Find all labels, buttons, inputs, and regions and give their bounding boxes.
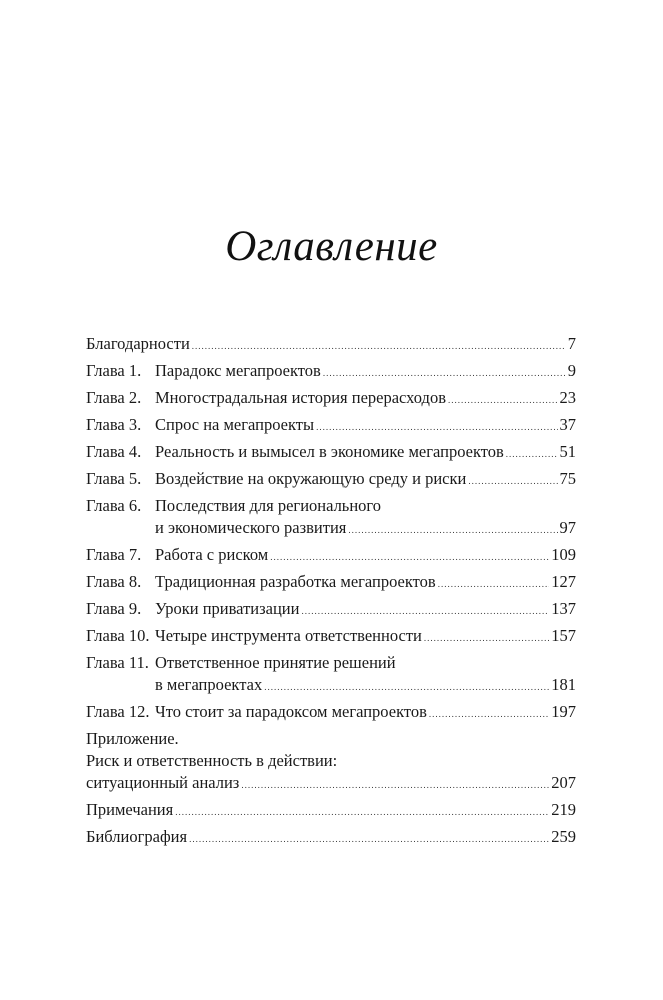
toc-entry-line (86, 495, 576, 517)
toc-entry-line (86, 701, 576, 723)
toc-entry[interactable] (86, 441, 576, 463)
entry-title: Многострадальная история перерасходов (155, 388, 446, 407)
toc-entry-line (86, 750, 576, 772)
toc-entry[interactable] (86, 360, 576, 382)
dot-leader (189, 828, 549, 850)
page-number: 37 (559, 415, 576, 434)
toc-entry-line (86, 772, 576, 794)
chapter-number: Глава 8. (86, 572, 142, 591)
chapter-number: Глава 10. (86, 626, 150, 645)
toc-entry-line (86, 799, 576, 821)
toc-entry[interactable] (86, 495, 576, 539)
toc-entry[interactable] (86, 387, 576, 409)
toc-entry-line (86, 544, 576, 566)
page-number: 9 (567, 361, 576, 380)
page-number: 157 (551, 626, 576, 645)
entry-title: Парадокс мегапроектов (155, 361, 321, 380)
chapter-number: Глава 11. (86, 653, 149, 672)
entry-title: и экономического развития (155, 518, 347, 537)
chapter-number: Глава 12. (86, 702, 150, 721)
dot-leader (424, 627, 549, 649)
entry-title: Реальность и вымысел в экономике мегапроектов (155, 442, 504, 461)
entry-title: Благодарности (86, 334, 190, 353)
page-title: Оглавление (225, 223, 438, 270)
toc-entry-line (86, 387, 576, 409)
chapter-number: Глава 4. (86, 442, 142, 461)
toc-entry-line (86, 468, 576, 490)
toc-entry[interactable] (86, 652, 576, 696)
toc-entry-line (86, 598, 576, 620)
chapter-number: Глава 3. (86, 415, 142, 434)
toc-entry-line (86, 826, 576, 848)
dot-leader (192, 335, 566, 357)
dot-leader (448, 389, 558, 411)
dot-leader (348, 519, 557, 541)
page-number: 75 (559, 469, 576, 488)
page-number: 51 (559, 442, 576, 461)
entry-title: Воздействие на окружающую среду и риски (155, 469, 467, 488)
entry-title: Работа с риском (155, 545, 269, 564)
toc-entry[interactable] (86, 625, 576, 647)
entry-title: Примечания (86, 800, 174, 819)
chapter-number: Глава 5. (86, 469, 142, 488)
toc-entry[interactable] (86, 333, 576, 355)
dot-leader (301, 600, 549, 622)
dot-leader (468, 470, 557, 492)
chapter-number: Глава 2. (86, 388, 142, 407)
dot-leader (270, 546, 549, 568)
page-number: 137 (551, 599, 576, 618)
toc-entry-line (86, 333, 576, 355)
page-number: 259 (551, 827, 576, 846)
page-number: 181 (551, 675, 576, 694)
chapter-number: Глава 1. (86, 361, 142, 380)
dot-leader (438, 573, 550, 595)
dot-leader (175, 801, 549, 823)
dot-leader (323, 362, 566, 384)
entry-title: Последствия для регионального (155, 496, 382, 515)
page-number: 207 (551, 773, 576, 792)
entry-title: в мегапроектах (155, 675, 263, 694)
entry-title: Риск и ответственность в действии: (86, 751, 338, 770)
toc-entry-line (86, 360, 576, 382)
page-number: 97 (559, 518, 576, 537)
chapter-number: Глава 9. (86, 599, 142, 618)
toc-entry-line (86, 441, 576, 463)
entry-title: Ответственное принятие решений (155, 653, 396, 672)
page-number: 23 (559, 388, 576, 407)
toc-entry[interactable] (86, 598, 576, 620)
toc-entry[interactable] (86, 468, 576, 490)
page-number: 7 (567, 334, 576, 353)
entry-title: Спрос на мегапроекты (155, 415, 315, 434)
dot-leader (506, 443, 558, 465)
entry-title: Уроки приватизации (155, 599, 300, 618)
toc-entry[interactable] (86, 826, 576, 848)
page-number: 219 (551, 800, 576, 819)
chapter-number: Глава 6. (86, 496, 142, 515)
dot-leader (241, 774, 549, 796)
entry-title: Традиционная разработка мегапроектов (155, 572, 436, 591)
dot-leader (429, 703, 549, 725)
toc-entry[interactable] (86, 544, 576, 566)
dot-leader (316, 416, 557, 438)
toc-entry-line (86, 571, 576, 593)
page-number: 197 (551, 702, 576, 721)
entry-title: Библиография (86, 827, 188, 846)
table-of-contents (86, 333, 576, 853)
toc-entry-line (86, 625, 576, 647)
toc-entry[interactable] (86, 414, 576, 436)
entry-title: Четыре инструмента ответственности (155, 626, 422, 645)
entry-title: Приложение. (86, 729, 179, 748)
entry-title: Что стоит за парадоксом мегапроектов (155, 702, 427, 721)
dot-leader (264, 676, 549, 698)
toc-entry[interactable] (86, 701, 576, 723)
entry-title: ситуационный анализ (86, 773, 240, 792)
toc-entry-line (86, 414, 576, 436)
toc-entry[interactable] (86, 799, 576, 821)
toc-entry-line (86, 652, 576, 674)
page-number: 109 (551, 545, 576, 564)
toc-entry-line (86, 517, 576, 539)
toc-entry[interactable] (86, 728, 576, 794)
page-number: 127 (551, 572, 576, 591)
toc-entry[interactable] (86, 571, 576, 593)
chapter-number: Глава 7. (86, 545, 142, 564)
toc-entry-line (86, 674, 576, 696)
toc-entry-line (86, 728, 576, 750)
